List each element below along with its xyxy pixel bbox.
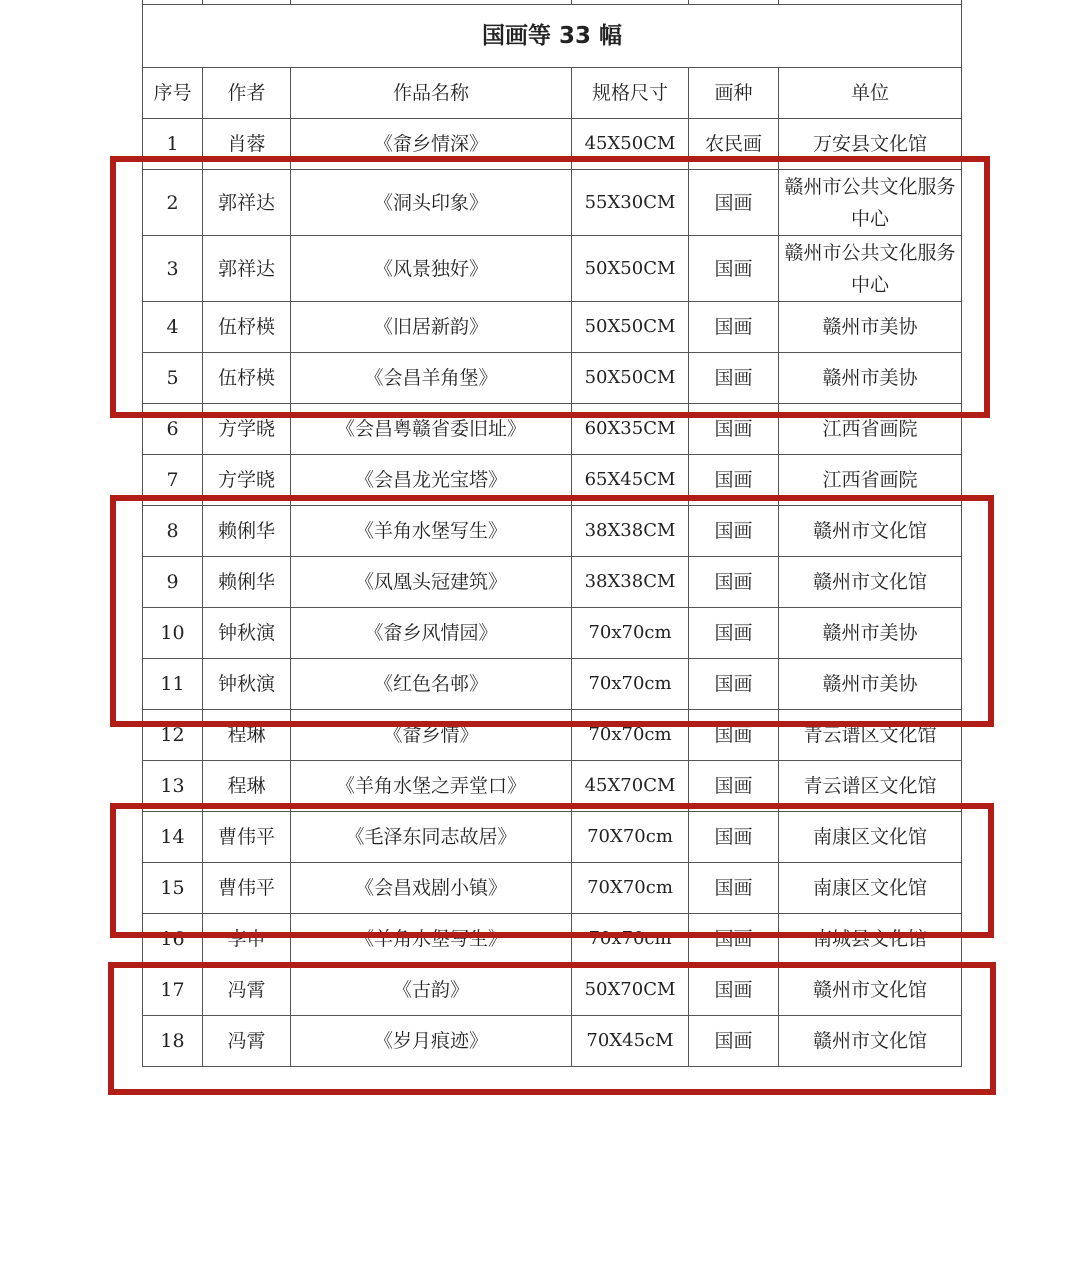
cell-size: 70X70cm xyxy=(572,863,689,914)
cell-no: 11 xyxy=(143,659,203,710)
highlight-box-rows-8-11 xyxy=(110,495,994,727)
cell-author: 钟秋演 xyxy=(203,608,291,659)
cell-size: 70x70cm xyxy=(572,608,689,659)
cell-size: 70X45cM xyxy=(572,1016,689,1067)
cell-type: 国画 xyxy=(689,659,779,710)
cell-author: 程琳 xyxy=(203,710,291,761)
cell-author: 程琳 xyxy=(203,761,291,812)
cell-type: 国画 xyxy=(689,1016,779,1067)
table-header-row xyxy=(143,68,962,119)
highlight-box-rows-17-18 xyxy=(108,962,996,1095)
cell-type: 国画 xyxy=(689,455,779,506)
highlight-box-rows-14-15 xyxy=(110,803,994,938)
cell-author: 冯霄 xyxy=(203,965,291,1016)
cell-unit: 赣州市公共文化服务中心 xyxy=(779,170,962,236)
cell-work: 《羊角水堡之弄堂口》 xyxy=(291,761,572,812)
cell-no: 3 xyxy=(143,236,203,302)
cell-type: 国画 xyxy=(689,812,779,863)
cell-type: 国画 xyxy=(689,914,779,965)
cell-no: 15 xyxy=(143,863,203,914)
cell-size: 50X70CM xyxy=(572,965,689,1016)
cell-no: 7 xyxy=(143,455,203,506)
cell-no: 10 xyxy=(143,608,203,659)
cell-unit: 赣州市公共文化服务中心 xyxy=(779,236,962,302)
cell-no: 18 xyxy=(143,1016,203,1067)
cell-type: 国画 xyxy=(689,863,779,914)
cell-size: 38X38CM xyxy=(572,557,689,608)
cell-size: 70x70cm xyxy=(572,710,689,761)
cell-work: 《会昌粤赣省委旧址》 xyxy=(291,404,572,455)
cell-no: 16 xyxy=(143,914,203,965)
cell-work: 《会昌羊角堡》 xyxy=(291,353,572,404)
cell-unit: 赣州市文化馆 xyxy=(779,506,962,557)
cell-author: 冯霄 xyxy=(203,1016,291,1067)
cell-work: 《畲乡情》 xyxy=(291,710,572,761)
cell-no: 6 xyxy=(143,404,203,455)
cell-author: 曹伟平 xyxy=(203,863,291,914)
cell-size: 55X30CM xyxy=(572,170,689,236)
cell-unit: 赣州市美协 xyxy=(779,353,962,404)
cell-work: 《风景独好》 xyxy=(291,236,572,302)
cell-no: 13 xyxy=(143,761,203,812)
cell-type: 国画 xyxy=(689,761,779,812)
cell-no: 17 xyxy=(143,965,203,1016)
header-author: 作者 xyxy=(203,68,291,119)
cell-work: 《凤凰头冠建筑》 xyxy=(291,557,572,608)
cell-work: 《红色名邨》 xyxy=(291,659,572,710)
cell-unit: 南城县文化馆 xyxy=(779,914,962,965)
cell-size: 50X50CM xyxy=(572,302,689,353)
cell-author: 伍杼楧 xyxy=(203,302,291,353)
cell-size: 45X50CM xyxy=(572,119,689,170)
cell-type: 国画 xyxy=(689,965,779,1016)
cell-work: 《会昌龙光宝塔》 xyxy=(291,455,572,506)
cell-author: 郭祥达 xyxy=(203,170,291,236)
cell-unit: 赣州市文化馆 xyxy=(779,557,962,608)
cell-type: 国画 xyxy=(689,353,779,404)
cell-unit: 赣州市文化馆 xyxy=(779,1016,962,1067)
cell-author: 伍杼楧 xyxy=(203,353,291,404)
cell-author: 李申 xyxy=(203,914,291,965)
cell-work: 《羊角水堡写生》 xyxy=(291,914,572,965)
cell-type: 国画 xyxy=(689,404,779,455)
cell-size: 50X50CM xyxy=(572,353,689,404)
cell-type: 国画 xyxy=(689,608,779,659)
cell-type: 国画 xyxy=(689,506,779,557)
cell-author: 郭祥达 xyxy=(203,236,291,302)
cell-size: 60X35CM xyxy=(572,404,689,455)
cell-size: 65X45CM xyxy=(572,455,689,506)
cell-unit: 南康区文化馆 xyxy=(779,812,962,863)
cell-no: 2 xyxy=(143,170,203,236)
cell-no: 4 xyxy=(143,302,203,353)
cell-work: 《羊角水堡写生》 xyxy=(291,506,572,557)
header-type: 画种 xyxy=(689,68,779,119)
cell-work: 《畲乡情深》 xyxy=(291,119,572,170)
cell-size: 38X38CM xyxy=(572,506,689,557)
cell-no: 5 xyxy=(143,353,203,404)
cell-work: 《旧居新韵》 xyxy=(291,302,572,353)
header-no: 序号 xyxy=(143,68,203,119)
table-title-row xyxy=(143,5,962,68)
cell-size: 50X50CM xyxy=(572,236,689,302)
cell-size: 45X70CM xyxy=(572,761,689,812)
cell-unit: 赣州市美协 xyxy=(779,608,962,659)
cell-unit: 赣州市美协 xyxy=(779,659,962,710)
cell-author: 赖俐华 xyxy=(203,557,291,608)
header-size: 规格尺寸 xyxy=(572,68,689,119)
cell-no: 9 xyxy=(143,557,203,608)
cell-type: 国画 xyxy=(689,236,779,302)
cell-no: 12 xyxy=(143,710,203,761)
cell-unit: 南康区文化馆 xyxy=(779,863,962,914)
cell-unit: 江西省画院 xyxy=(779,404,962,455)
cell-no: 14 xyxy=(143,812,203,863)
cell-author: 钟秋演 xyxy=(203,659,291,710)
cell-work: 《毛泽东同志故居》 xyxy=(291,812,572,863)
cell-type: 国画 xyxy=(689,170,779,236)
cell-type: 国画 xyxy=(689,557,779,608)
cell-work: 《岁月痕迹》 xyxy=(291,1016,572,1067)
cell-work: 《畲乡风情园》 xyxy=(291,608,572,659)
highlight-box-rows-2-5 xyxy=(110,156,990,418)
cell-author: 方学晓 xyxy=(203,404,291,455)
cell-author: 肖蓉 xyxy=(203,119,291,170)
cell-size: 70x70cm xyxy=(572,659,689,710)
cell-work: 《洞头印象》 xyxy=(291,170,572,236)
header-unit: 单位 xyxy=(779,68,962,119)
cell-unit: 江西省画院 xyxy=(779,455,962,506)
cell-author: 曹伟平 xyxy=(203,812,291,863)
cell-work: 《古韵》 xyxy=(291,965,572,1016)
cell-author: 赖俐华 xyxy=(203,506,291,557)
cell-unit: 赣州市美协 xyxy=(779,302,962,353)
cell-no: 1 xyxy=(143,119,203,170)
cell-no: 8 xyxy=(143,506,203,557)
table-title: 国画等 33 幅 xyxy=(143,5,962,68)
cell-author: 方学晓 xyxy=(203,455,291,506)
cell-type: 国画 xyxy=(689,302,779,353)
cell-type: 国画 xyxy=(689,710,779,761)
cell-type: 农民画 xyxy=(689,119,779,170)
cell-size: 70X70cm xyxy=(572,812,689,863)
cell-unit: 青云谱区文化馆 xyxy=(779,710,962,761)
cell-unit: 万安县文化馆 xyxy=(779,119,962,170)
header-work: 作品名称 xyxy=(291,68,572,119)
cell-unit: 青云谱区文化馆 xyxy=(779,761,962,812)
cell-unit: 赣州市文化馆 xyxy=(779,965,962,1016)
cell-size: 70x70cm xyxy=(572,914,689,965)
cell-work: 《会昌戏剧小镇》 xyxy=(291,863,572,914)
